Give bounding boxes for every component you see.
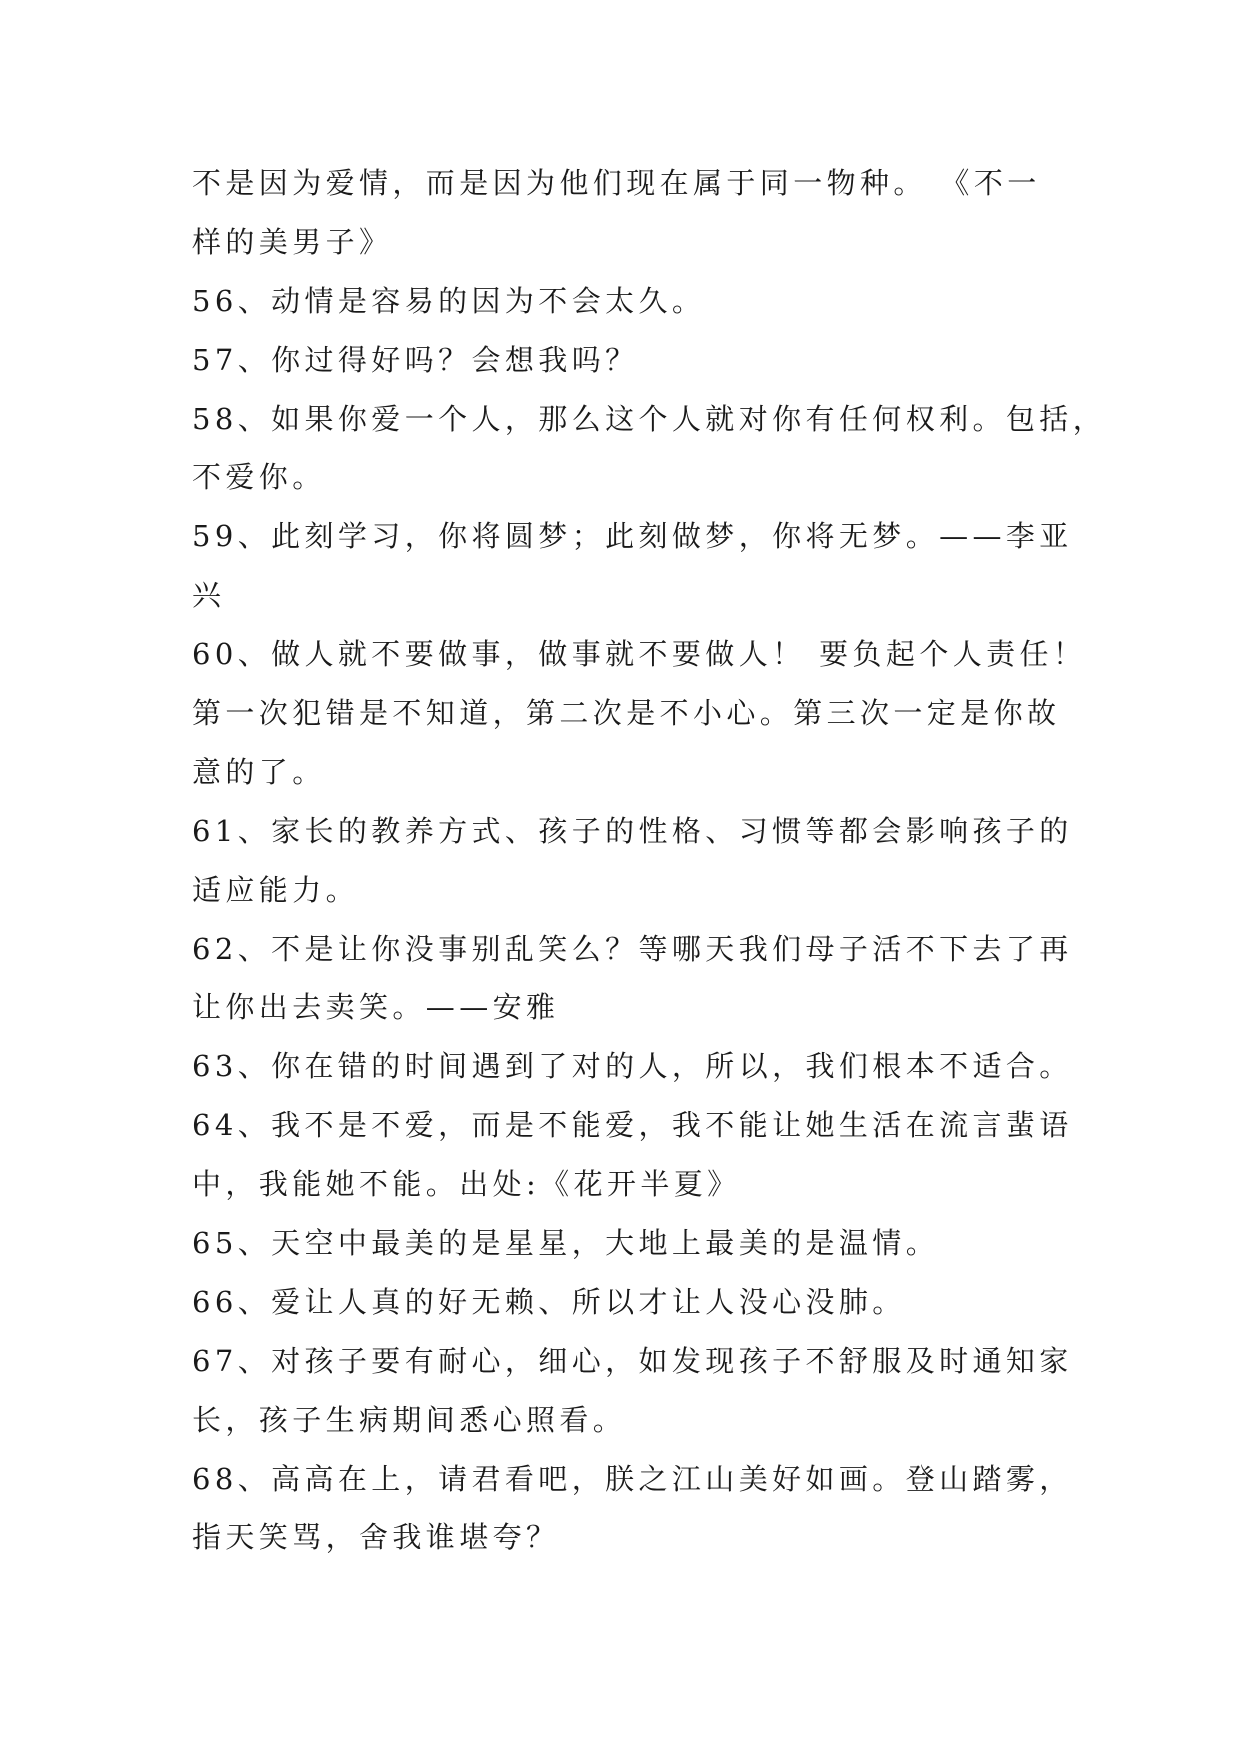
text-line: 60、做人就不要做事，做事就不要做人！ 要负起个人责任！ [192, 637, 1087, 672]
quote-entry [192, 920, 1092, 1038]
quote-entry [192, 331, 1092, 390]
text-line: 63、你在错的时间遇到了对的人，所以，我们根本不适合。 [192, 1049, 1073, 1084]
quote-entry [192, 1096, 1092, 1214]
quote-entry [192, 272, 1092, 331]
text-line: 长，孩子生病期间悉心照看。 [192, 1402, 627, 1437]
text-line: 64、我不是不爱，而是不能爱，我不能让她生活在流言蜚语 [192, 1108, 1073, 1143]
text-line: 让你出去卖笑。——安雅 [192, 990, 560, 1025]
text-line: 68、高高在上，请君看吧，朕之江山美好如画。登山踏雾， [192, 1461, 1073, 1496]
quote-entry [192, 802, 1092, 920]
text-line: 59、此刻学习，你将圆梦；此刻做梦，你将无梦。——李亚 [192, 519, 1073, 554]
text-line: 62、不是让你没事别乱笑么？等哪天我们母子活不下去了再 [192, 931, 1073, 966]
text-line: 不爱你。 [192, 460, 326, 495]
text-line: 不是因为爱情，而是因为他们现在属于同一物种。 《不一 [192, 166, 1041, 200]
quote-entry [192, 1450, 1092, 1568]
quote-entry [192, 1273, 1092, 1332]
text-line: 61、家长的教养方式、孩子的性格、习惯等都会影响孩子的 [192, 813, 1073, 848]
text-line: 中，我能她不能。出处:《花开半夏》 [192, 1167, 741, 1202]
document-body [192, 154, 1107, 1567]
quote-entry [192, 154, 1092, 272]
quote-entry [192, 1332, 1092, 1450]
text-line: 第一次犯错是不知道，第二次是不小心。第三次一定是你故 [192, 696, 1061, 731]
quote-entry [192, 507, 1092, 625]
text-line: 58、如果你爱一个人，那么这个人就对你有任何权利。包括， [192, 401, 1107, 436]
text-line: 意的了。 [192, 754, 326, 789]
text-line: 65、天空中最美的是星星，大地上最美的是温情。 [192, 1226, 940, 1261]
quote-entry [192, 625, 1092, 802]
text-line: 适应能力。 [192, 872, 360, 907]
quote-entry [192, 390, 1107, 508]
text-line: 67、对孩子要有耐心，细心，如发现孩子不舒服及时通知家 [192, 1343, 1073, 1378]
text-line: 66、爱让人真的好无赖、所以才让人没心没肺。 [192, 1284, 906, 1319]
text-line: 兴 [192, 578, 226, 613]
text-line: 样的美男子》 [192, 224, 393, 259]
text-line: 指天笑骂，舍我谁堪夸？ [192, 1520, 560, 1555]
text-line: 57、你过得好吗？会想我吗？ [192, 342, 639, 377]
text-line: 56、动情是容易的因为不会太久。 [192, 283, 706, 318]
quote-entry [192, 1037, 1092, 1096]
quote-entry [192, 1214, 1092, 1273]
